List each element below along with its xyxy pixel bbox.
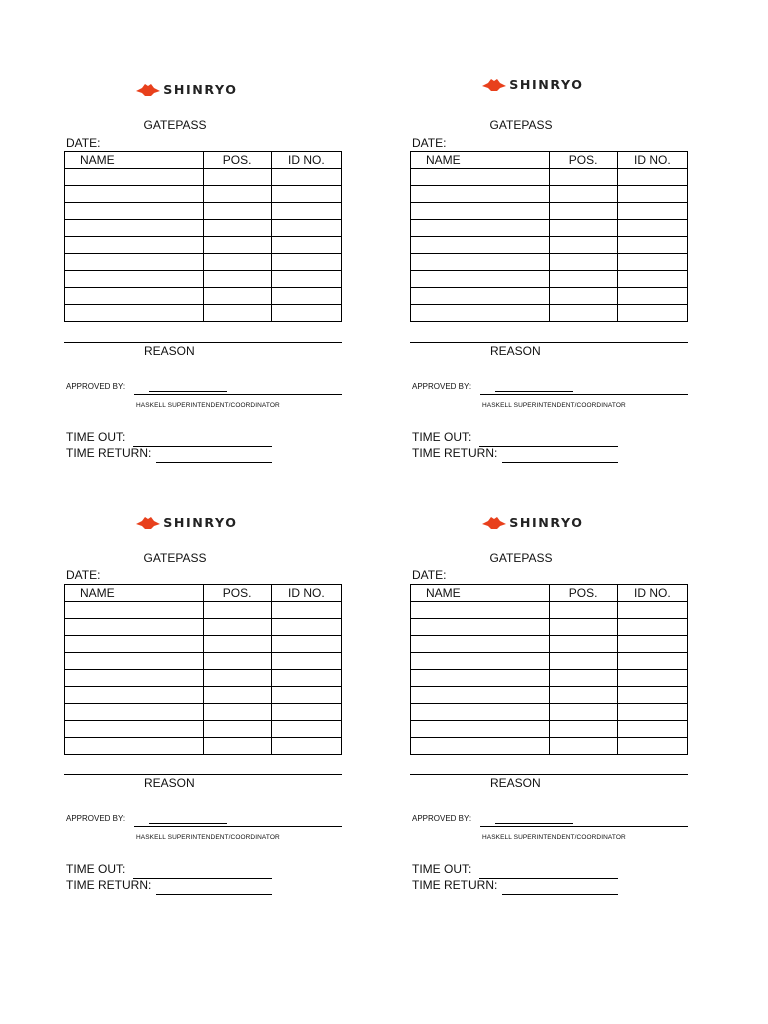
id-cell[interactable] [271, 653, 341, 670]
id-cell[interactable] [617, 203, 687, 220]
time-out-field[interactable] [133, 878, 272, 879]
table-row[interactable] [65, 721, 342, 738]
name-cell[interactable] [65, 653, 204, 670]
name-cell[interactable] [411, 738, 550, 755]
approver-role: HASKELL SUPERINTENDENT/COORDINATOR [482, 834, 626, 841]
id-cell[interactable] [617, 237, 687, 254]
pos-cell[interactable] [549, 738, 617, 755]
pos-cell[interactable] [549, 288, 617, 305]
time-out-label: TIME OUT: [66, 862, 126, 876]
approver-role: HASKELL SUPERINTENDENT/COORDINATOR [482, 402, 626, 409]
id-cell[interactable] [271, 237, 341, 254]
table-row[interactable] [411, 670, 688, 687]
time-out-label: TIME OUT: [412, 862, 472, 876]
pos-cell[interactable] [549, 602, 617, 619]
column-header-name: NAME [65, 585, 204, 602]
table-row[interactable] [411, 721, 688, 738]
pos-cell[interactable] [549, 619, 617, 636]
column-header-name: NAME [65, 152, 204, 169]
gatepass-title: GATEPASS [143, 118, 207, 132]
approved-by-label: APPROVED BY: [66, 382, 126, 391]
approver-line [134, 394, 342, 395]
pos-cell[interactable] [549, 169, 617, 186]
id-cell[interactable] [271, 288, 341, 305]
name-cell[interactable] [411, 220, 550, 237]
logo-text: SHINRYO [163, 516, 238, 530]
table-row[interactable] [65, 237, 342, 254]
pos-cell[interactable] [203, 237, 271, 254]
id-cell[interactable] [617, 271, 687, 288]
pos-cell[interactable] [203, 271, 271, 288]
time-return-field[interactable] [156, 462, 272, 463]
pos-cell[interactable] [203, 203, 271, 220]
date-label: DATE: [66, 136, 101, 150]
id-cell[interactable] [617, 653, 687, 670]
pos-cell[interactable] [203, 602, 271, 619]
id-cell[interactable] [617, 670, 687, 687]
name-cell[interactable] [411, 288, 550, 305]
table-row[interactable] [65, 687, 342, 704]
shinryo-logo-icon [482, 516, 506, 530]
name-cell[interactable] [411, 254, 550, 271]
name-cell[interactable] [65, 305, 204, 322]
column-header-pos: POS. [549, 152, 617, 169]
name-cell[interactable] [65, 220, 204, 237]
column-header-pos: POS. [203, 152, 271, 169]
approved-signature-field[interactable] [149, 823, 227, 824]
id-cell[interactable] [617, 619, 687, 636]
pos-cell[interactable] [203, 186, 271, 203]
table-row[interactable] [411, 169, 688, 186]
approver-role: HASKELL SUPERINTENDENT/COORDINATOR [136, 834, 280, 841]
id-cell[interactable] [271, 254, 341, 271]
pos-cell[interactable] [549, 186, 617, 203]
table-row[interactable] [65, 738, 342, 755]
name-cell[interactable] [65, 687, 204, 704]
time-return-label: TIME RETURN: [66, 878, 152, 892]
personnel-table [64, 151, 342, 322]
pos-cell[interactable] [549, 721, 617, 738]
table-row[interactable] [65, 619, 342, 636]
pos-cell[interactable] [549, 203, 617, 220]
pos-cell[interactable] [203, 254, 271, 271]
name-cell[interactable] [411, 636, 550, 653]
name-cell[interactable] [411, 237, 550, 254]
name-cell[interactable] [65, 237, 204, 254]
pos-cell[interactable] [549, 687, 617, 704]
id-cell[interactable] [271, 704, 341, 721]
table-header-row [65, 585, 342, 602]
id-cell[interactable] [271, 687, 341, 704]
name-cell[interactable] [65, 271, 204, 288]
table-row[interactable] [65, 288, 342, 305]
pos-cell[interactable] [203, 670, 271, 687]
id-cell[interactable] [617, 220, 687, 237]
approved-signature-field[interactable] [149, 391, 227, 392]
pos-cell[interactable] [549, 220, 617, 237]
id-cell[interactable] [617, 288, 687, 305]
approver-role: HASKELL SUPERINTENDENT/COORDINATOR [136, 402, 280, 409]
table-row[interactable] [411, 738, 688, 755]
column-header-name: NAME [411, 585, 550, 602]
id-cell[interactable] [271, 186, 341, 203]
table-row[interactable] [411, 619, 688, 636]
pos-cell[interactable] [549, 237, 617, 254]
approved-by-label: APPROVED BY: [412, 382, 472, 391]
pos-cell[interactable] [549, 271, 617, 288]
column-header-pos: POS. [549, 585, 617, 602]
table-row[interactable] [65, 653, 342, 670]
pos-cell[interactable] [549, 653, 617, 670]
pos-cell[interactable] [203, 738, 271, 755]
id-cell[interactable] [271, 738, 341, 755]
id-cell[interactable] [271, 670, 341, 687]
time-return-label: TIME RETURN: [412, 446, 498, 460]
name-cell[interactable] [411, 169, 550, 186]
time-return-label: TIME RETURN: [412, 878, 498, 892]
name-cell[interactable] [411, 687, 550, 704]
id-cell[interactable] [617, 704, 687, 721]
gatepass-card [410, 75, 690, 475]
table-header-row [411, 585, 688, 602]
name-cell[interactable] [65, 704, 204, 721]
id-cell[interactable] [617, 687, 687, 704]
table-row[interactable] [411, 220, 688, 237]
table-row[interactable] [411, 186, 688, 203]
name-cell[interactable] [411, 602, 550, 619]
table-row[interactable] [411, 271, 688, 288]
table-row[interactable] [65, 220, 342, 237]
shinryo-logo [136, 513, 236, 533]
name-cell[interactable] [411, 704, 550, 721]
date-label: DATE: [412, 568, 447, 582]
pos-cell[interactable] [549, 305, 617, 322]
table-row[interactable] [411, 203, 688, 220]
gatepass-card [410, 513, 690, 913]
id-cell[interactable] [271, 271, 341, 288]
date-label: DATE: [412, 136, 447, 150]
personnel-table [64, 584, 342, 755]
column-header-name: NAME [411, 152, 550, 169]
id-cell[interactable] [617, 254, 687, 271]
table-row[interactable] [65, 169, 342, 186]
id-cell[interactable] [271, 721, 341, 738]
reason-line [410, 774, 688, 775]
name-cell[interactable] [411, 186, 550, 203]
table-row[interactable] [411, 653, 688, 670]
name-cell[interactable] [411, 271, 550, 288]
id-cell[interactable] [617, 305, 687, 322]
id-cell[interactable] [271, 203, 341, 220]
gatepass-title: GATEPASS [489, 551, 553, 565]
id-cell[interactable] [271, 602, 341, 619]
approved-by-label: APPROVED BY: [412, 814, 472, 823]
time-out-label: TIME OUT: [66, 430, 126, 444]
table-row[interactable] [411, 237, 688, 254]
reason-label: REASON [144, 776, 195, 790]
id-cell[interactable] [271, 305, 341, 322]
shinryo-logo-icon [136, 83, 160, 97]
approved-signature-field[interactable] [495, 823, 573, 824]
date-label: DATE: [66, 568, 101, 582]
shinryo-logo [482, 513, 582, 533]
name-cell[interactable] [65, 670, 204, 687]
name-cell[interactable] [65, 602, 204, 619]
name-cell[interactable] [411, 670, 550, 687]
gatepass-card [64, 513, 344, 913]
table-row[interactable] [411, 687, 688, 704]
pos-cell[interactable] [203, 288, 271, 305]
shinryo-logo-icon [136, 516, 160, 530]
name-cell[interactable] [411, 305, 550, 322]
id-cell[interactable] [617, 636, 687, 653]
table-row[interactable] [411, 305, 688, 322]
personnel-table [410, 151, 688, 322]
id-cell[interactable] [271, 220, 341, 237]
gatepass-title: GATEPASS [489, 118, 553, 132]
table-row[interactable] [65, 254, 342, 271]
shinryo-logo [482, 75, 582, 95]
time-return-field[interactable] [502, 894, 618, 895]
table-row[interactable] [411, 636, 688, 653]
pos-cell[interactable] [203, 721, 271, 738]
id-cell[interactable] [617, 738, 687, 755]
approver-line [134, 826, 342, 827]
time-out-label: TIME OUT: [412, 430, 472, 444]
column-header-id: ID NO. [617, 585, 687, 602]
name-cell[interactable] [65, 254, 204, 271]
personnel-table [410, 584, 688, 755]
pos-cell[interactable] [203, 169, 271, 186]
reason-label: REASON [144, 344, 195, 358]
logo-text: SHINRYO [509, 516, 584, 530]
id-cell[interactable] [271, 636, 341, 653]
reason-label: REASON [490, 776, 541, 790]
table-row[interactable] [411, 704, 688, 721]
name-cell[interactable] [65, 203, 204, 220]
pos-cell[interactable] [203, 619, 271, 636]
column-header-id: ID NO. [271, 152, 341, 169]
pos-cell[interactable] [203, 636, 271, 653]
column-header-id: ID NO. [271, 585, 341, 602]
pos-cell[interactable] [203, 704, 271, 721]
shinryo-logo-icon [482, 78, 506, 92]
name-cell[interactable] [65, 721, 204, 738]
pos-cell[interactable] [549, 636, 617, 653]
name-cell[interactable] [65, 619, 204, 636]
reason-line [64, 342, 342, 343]
pos-cell[interactable] [203, 687, 271, 704]
pos-cell[interactable] [203, 220, 271, 237]
reason-line [410, 342, 688, 343]
logo-text: SHINRYO [163, 83, 238, 97]
approved-signature-field[interactable] [495, 391, 573, 392]
table-header-row [411, 152, 688, 169]
id-cell[interactable] [271, 619, 341, 636]
id-cell[interactable] [617, 721, 687, 738]
pos-cell[interactable] [203, 653, 271, 670]
approver-line [480, 394, 688, 395]
approver-line [480, 826, 688, 827]
logo-text: SHINRYO [509, 78, 584, 92]
approved-by-label: APPROVED BY: [66, 814, 126, 823]
pos-cell[interactable] [549, 670, 617, 687]
gatepass-card [64, 80, 344, 480]
table-row[interactable] [65, 271, 342, 288]
table-row[interactable] [411, 602, 688, 619]
time-out-field[interactable] [479, 446, 618, 447]
id-cell[interactable] [617, 169, 687, 186]
table-row[interactable] [411, 288, 688, 305]
name-cell[interactable] [411, 653, 550, 670]
time-return-label: TIME RETURN: [66, 446, 152, 460]
name-cell[interactable] [411, 619, 550, 636]
pos-cell[interactable] [549, 704, 617, 721]
name-cell[interactable] [65, 288, 204, 305]
table-row[interactable] [65, 636, 342, 653]
table-row[interactable] [65, 670, 342, 687]
table-row[interactable] [65, 186, 342, 203]
name-cell[interactable] [65, 186, 204, 203]
table-row[interactable] [411, 254, 688, 271]
column-header-pos: POS. [203, 585, 271, 602]
time-return-field[interactable] [156, 894, 272, 895]
name-cell[interactable] [65, 169, 204, 186]
reason-line [64, 774, 342, 775]
id-cell[interactable] [271, 169, 341, 186]
name-cell[interactable] [65, 636, 204, 653]
name-cell[interactable] [411, 203, 550, 220]
column-header-id: ID NO. [617, 152, 687, 169]
table-row[interactable] [65, 203, 342, 220]
name-cell[interactable] [65, 738, 204, 755]
id-cell[interactable] [617, 602, 687, 619]
table-row[interactable] [65, 602, 342, 619]
pos-cell[interactable] [549, 254, 617, 271]
time-out-field[interactable] [133, 446, 272, 447]
time-return-field[interactable] [502, 462, 618, 463]
name-cell[interactable] [411, 721, 550, 738]
table-row[interactable] [65, 704, 342, 721]
reason-label: REASON [490, 344, 541, 358]
shinryo-logo [136, 80, 236, 100]
table-header-row [65, 152, 342, 169]
time-out-field[interactable] [479, 878, 618, 879]
table-row[interactable] [65, 305, 342, 322]
pos-cell[interactable] [203, 305, 271, 322]
gatepass-title: GATEPASS [143, 551, 207, 565]
id-cell[interactable] [617, 186, 687, 203]
